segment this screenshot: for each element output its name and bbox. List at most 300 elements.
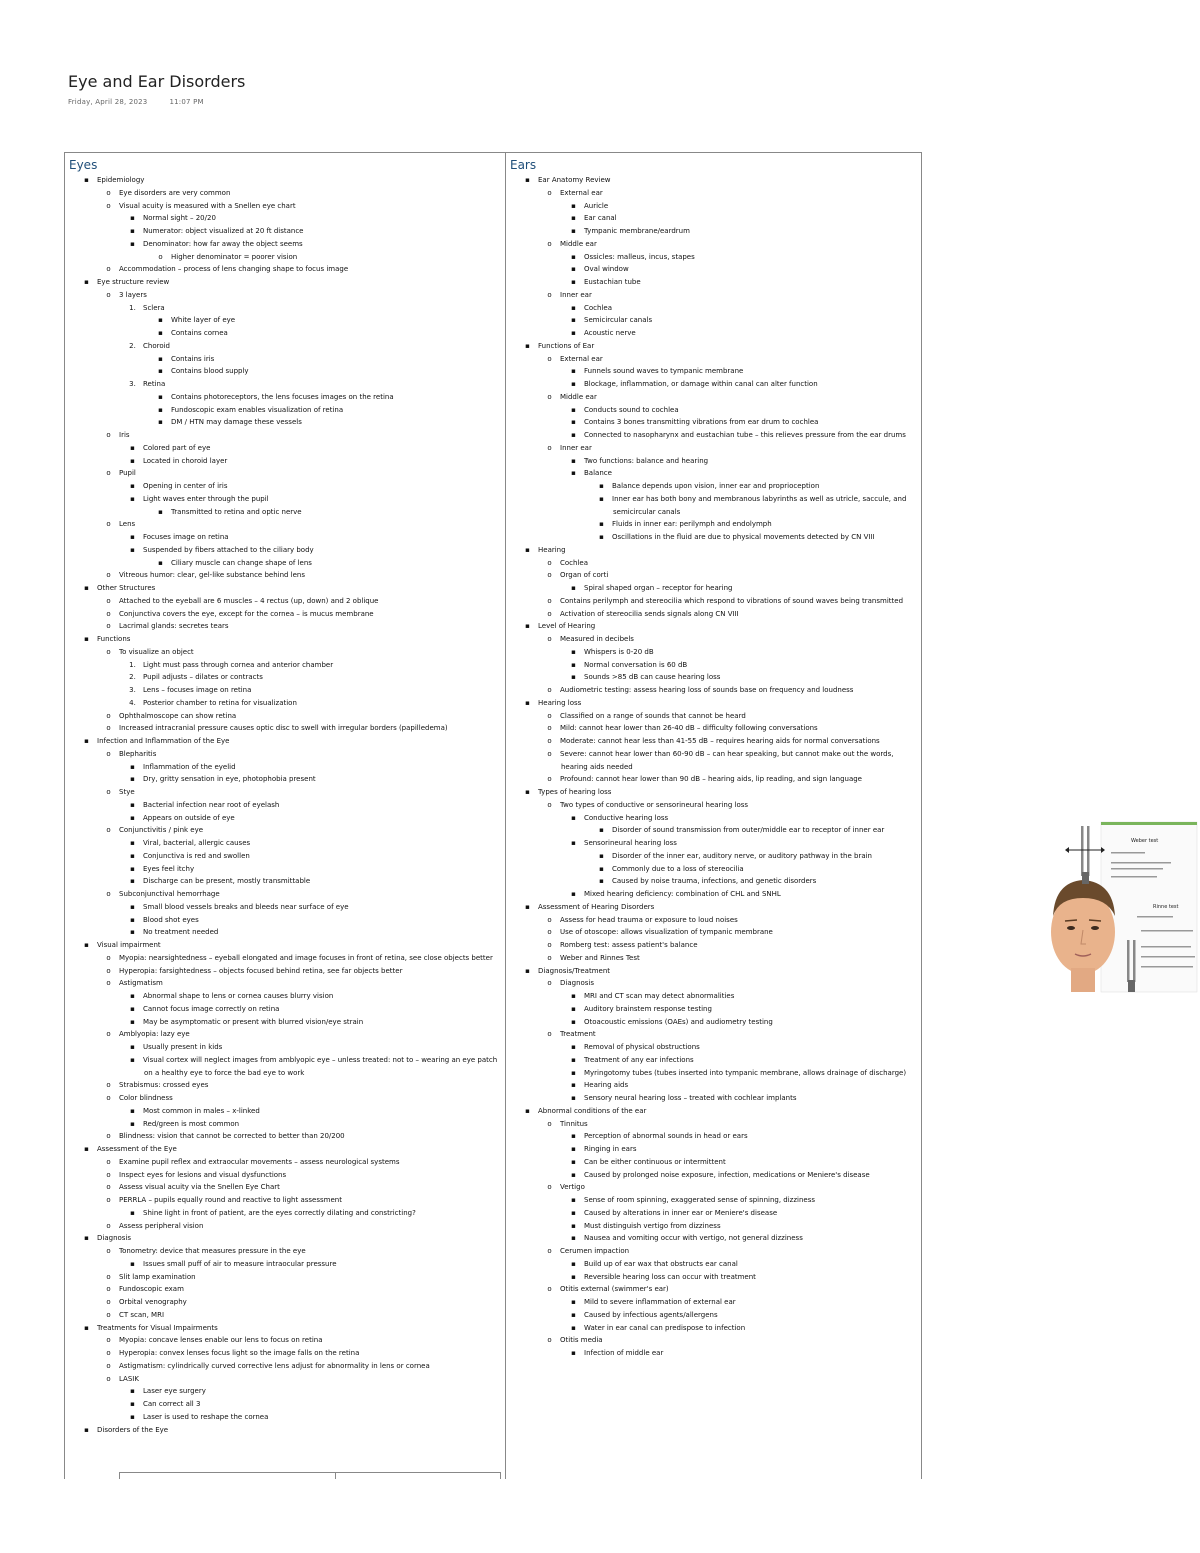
bullet-marker: ▪: [84, 278, 89, 286]
bullet-marker: o: [106, 188, 111, 197]
bullet-marker: ▪: [158, 329, 163, 337]
ears-outline-item: [510, 518, 917, 531]
outline-text: Mixed hearing deficiency: combination of CHL and SNHL: [584, 890, 781, 898]
outline-text: Cochlea: [560, 558, 588, 567]
eyes-outline-item: [69, 1041, 501, 1054]
ears-heading: Ears: [510, 158, 537, 172]
outline-text: Semicircular canals: [584, 316, 653, 325]
outline-text: Weber and Rinnes Test: [560, 953, 640, 962]
outline-text: Assessment of the Eye: [97, 1145, 177, 1153]
bullet-marker: o: [106, 1196, 111, 1204]
outline-text: Denominator: how far away the object seems: [143, 239, 303, 248]
outline-text: Moderate: cannot hear less than 41-55 dB – requires hearing aids for normal conversations: [560, 737, 880, 745]
ears-outline-item: [510, 926, 917, 939]
outline-text: Middle ear: [560, 392, 597, 401]
outline-text: Inflammation of the eyelid: [143, 762, 236, 771]
ears-outline-item: [510, 365, 917, 378]
bullet-marker: ▪: [158, 558, 163, 567]
eyes-outline-item: [69, 990, 501, 1003]
bullet-marker: ▪: [599, 494, 604, 503]
eyes-outline-item: [69, 212, 501, 225]
eyes-outline-item: [69, 1373, 501, 1386]
outline-text: Iris: [119, 431, 130, 439]
bullet-marker: ▪: [571, 1259, 576, 1268]
figure-label-weber: Weber test: [1131, 838, 1159, 844]
ears-outline-item: [510, 378, 917, 391]
eyes-outline-item: [69, 1296, 501, 1309]
bullet-marker: ▪: [130, 239, 135, 248]
outline-text: Colored part of eye: [143, 443, 211, 452]
bullet-marker: ▪: [130, 851, 135, 860]
outline-text: Balance depends upon vision, inner ear and proprioception: [612, 482, 820, 490]
outline-text: Can be either continuous or intermittent: [584, 1157, 726, 1166]
bullet-marker: o: [106, 290, 111, 299]
eyes-outline-item: [69, 722, 501, 735]
eyes-outline-item: [69, 888, 501, 901]
bullet-marker: ▪: [571, 673, 576, 682]
ears-outline-item: [510, 404, 917, 417]
outline-text: Cannot focus image correctly on retina: [143, 1004, 280, 1013]
ears-outline-item: [510, 1143, 917, 1156]
eyes-outline-item: [69, 467, 501, 480]
bullet-marker: o: [106, 571, 111, 580]
outline-text: Hyperopia: farsightedness – objects focused behind retina, see far objects better: [119, 966, 403, 975]
outline-text: White layer of eye: [171, 316, 236, 325]
bullet-marker: o: [547, 979, 552, 988]
outline-text: Ciliary muscle can change shape of lens: [171, 558, 312, 567]
eyes-outline-item: [69, 1424, 501, 1437]
bullet-marker: o: [106, 1336, 111, 1345]
eyes-outline-item: [69, 569, 501, 582]
outline-text: Lacrimal glands: secretes tears: [119, 622, 229, 631]
ears-outline-item: [510, 837, 917, 850]
outline-text: Blockage, inflammation, or damage within canal can alter function: [584, 380, 818, 388]
eyes-outline-item: [69, 633, 501, 646]
ears-outline-item: [510, 1079, 917, 1092]
eyes-outline-item: [69, 620, 501, 633]
eyes-outline-item: [69, 926, 501, 939]
bullet-marker: ▪: [84, 1425, 89, 1434]
outline-text: PERRLA – pupils equally round and reactive to light assessment: [119, 1196, 342, 1204]
outline-text: Disorders of the Eye: [97, 1425, 169, 1434]
eyes-outline-item: [69, 1220, 501, 1233]
outline-text: Mild to severe inflammation of external ear: [584, 1298, 736, 1306]
bullet-marker: ▪: [84, 941, 89, 949]
outline-text: Laser eye surgery: [143, 1387, 206, 1396]
eyes-outline-item: [69, 1398, 501, 1411]
bullet-marker: ▪: [130, 839, 135, 847]
bullet-marker: ▪: [571, 1043, 576, 1051]
outline-text: Blood shot eyes: [143, 915, 199, 924]
bullet-marker: ▪: [571, 1298, 576, 1306]
ears-outline-item: [510, 1245, 917, 1258]
outline-text: Sounds >85 dB can cause hearing loss: [584, 673, 721, 682]
ears-outline-item: [510, 531, 917, 544]
outline-text: Measured in decibels: [560, 635, 634, 643]
outline-text: Opening in center of iris: [143, 482, 228, 490]
eyes-outline-item: [69, 786, 501, 799]
bullet-marker: 2.: [129, 341, 136, 350]
bullet-marker: ▪: [571, 214, 576, 223]
hearing-test-illustration: [1041, 820, 1199, 996]
eyes-outline-item: [69, 404, 501, 417]
outline-text: Examine pupil reflex and extraocular movements – assess neurological systems: [119, 1157, 400, 1166]
eyes-outline-item: [69, 671, 501, 684]
bullet-marker: ▪: [571, 418, 576, 427]
bullet-marker: ▪: [158, 316, 163, 325]
outline-text: Disorder of the inner ear, auditory nerve, or auditory pathway in the brain: [612, 851, 872, 860]
ears-outline-item: [510, 544, 917, 557]
outline-text: Epidemiology: [97, 176, 145, 184]
ears-outline-item: [510, 595, 917, 608]
bullet-marker: o: [106, 1221, 111, 1230]
outline-text: Cerumen impaction: [560, 1247, 630, 1255]
outline-text: Commonly due to a loss of stereocilia: [612, 864, 744, 873]
outline-text: Issues small puff of air to measure intraocular pressure: [143, 1259, 337, 1268]
bullet-marker: ▪: [571, 1145, 576, 1153]
bullet-marker: ▪: [571, 1170, 576, 1179]
ears-outline-item: [510, 1232, 917, 1245]
outline-text: Balance: [584, 469, 612, 478]
eyes-outline-item: [69, 901, 501, 914]
ears-outline-item: [510, 939, 917, 952]
ears-outline-item: [510, 735, 917, 748]
bullet-marker: ▪: [130, 1055, 135, 1064]
eyes-outline-item: [69, 302, 501, 315]
bullet-marker: ▪: [571, 839, 576, 847]
eyes-outline-item: [69, 1258, 501, 1271]
outline-text: Contains cornea: [171, 329, 228, 337]
outline-text: Cochlea: [584, 303, 612, 312]
ears-outline-item: [510, 608, 917, 621]
outline-text: Auricle: [584, 201, 609, 210]
bullet-marker: ▪: [130, 1004, 135, 1013]
bullet-marker: ▪: [130, 545, 135, 554]
eyes-outline-item: [69, 914, 501, 927]
bullet-marker: ▪: [158, 367, 163, 376]
ears-outline-item: [510, 416, 917, 429]
outline-text: Mild: cannot hear lower than 26-40 dB – difficulty following conversations: [560, 724, 818, 733]
bullet-marker: ▪: [130, 877, 135, 886]
outline-text: Subconjunctival hemorrhage: [119, 890, 220, 898]
eyes-outline-item: [69, 544, 501, 557]
outline-text: Spiral shaped organ – receptor for hearing: [584, 584, 733, 592]
outline-text: Higher denominator = poorer vision: [171, 252, 298, 261]
ears-outline-item: [510, 340, 917, 353]
outline-text: Reversible hearing loss can occur with treatment: [584, 1272, 756, 1281]
eyes-outline-item: [69, 952, 501, 965]
outline-text: Pupil: [119, 469, 136, 478]
eyes-outline-item: [69, 824, 501, 837]
bullet-marker: ▪: [571, 469, 576, 478]
eyes-outline-item: [69, 391, 501, 404]
eyes-outline-item: [69, 276, 501, 289]
embedded-table-top: [119, 1472, 501, 1479]
bullet-marker: 3.: [129, 686, 136, 694]
eyes-outline-item: [69, 506, 501, 519]
ears-outline-item: [510, 812, 917, 825]
bullet-marker: ▪: [130, 443, 135, 452]
outline-text: Myopia: nearsightedness – eyeball elongated and image focuses in front of retina, see close objects better: [119, 953, 493, 962]
eyes-outline-item: [69, 442, 501, 455]
bullet-marker: ▪: [571, 329, 576, 337]
outline-text: Fundoscopic exam: [119, 1285, 184, 1294]
eyes-outline-item: [69, 799, 501, 812]
bullet-marker: o: [547, 558, 552, 567]
outline-text: Contains photoreceptors, the lens focuses images on the retina: [171, 392, 394, 401]
eyes-outline-item: [69, 263, 501, 276]
bullet-marker: ▪: [599, 877, 604, 886]
bullet-marker: ▪: [571, 660, 576, 669]
ears-outline-item: [510, 1028, 917, 1041]
eyes-outline-item: [69, 455, 501, 468]
outline-text: Functions of Ear: [538, 341, 595, 350]
bullet-marker: ▪: [130, 928, 135, 937]
bullet-marker: o: [547, 941, 552, 949]
outline-text: Inner ear: [560, 290, 592, 299]
eyes-outline-item: [69, 582, 501, 595]
eyes-outline-item: [69, 1156, 501, 1169]
outline-text: Retina: [143, 380, 166, 388]
ears-outline-item: [510, 391, 917, 404]
ears-outline-item: [510, 1220, 917, 1233]
outline-text: Increased intracranial pressure causes optic disc to swell with irregular borders (papilledema): [119, 724, 448, 733]
outline-text: Inspect eyes for lesions and visual dysfunctions: [119, 1170, 287, 1179]
eyes-outline-item: [69, 1054, 501, 1080]
bullet-marker: ▪: [130, 1106, 135, 1115]
bullet-marker: o: [547, 635, 552, 643]
bullet-marker: o: [106, 1170, 111, 1179]
outline-text: Treatment of any ear infections: [584, 1055, 694, 1064]
ears-outline-item: [510, 582, 917, 595]
ears-outline-item: [510, 620, 917, 633]
eyes-outline-item: [69, 1181, 501, 1194]
outline-text: Contains blood supply: [171, 367, 249, 376]
ears-outline-item: [510, 1169, 917, 1182]
outline-text: Ophthalmoscope can show retina: [119, 711, 237, 720]
bullet-marker: ▪: [130, 762, 135, 771]
eyes-outline-item: [69, 1194, 501, 1207]
outline-text: Tympanic membrane/eardrum: [584, 227, 690, 235]
outline-text: Eye disorders are very common: [119, 188, 231, 197]
bullet-marker: o: [106, 1132, 111, 1141]
bullet-marker: o: [547, 724, 552, 733]
outline-text: Otitis media: [560, 1336, 603, 1345]
eyes-outline-item: [69, 1245, 501, 1258]
outline-text: Sclera: [143, 303, 165, 312]
ears-outline-item: [510, 633, 917, 646]
outline-text: Assess visual acuity via the Snellen Eye Chart: [119, 1183, 280, 1192]
eyes-outline-item: [69, 1130, 501, 1143]
bullet-marker: o: [547, 928, 552, 937]
bullet-marker: ▪: [571, 303, 576, 312]
bullet-marker: o: [106, 520, 111, 529]
bullet-marker: ▪: [571, 456, 576, 465]
outline-text: Sensory neural hearing loss – treated with cochlear implants: [584, 1094, 797, 1102]
bullet-marker: ▪: [571, 1234, 576, 1243]
bullet-marker: o: [547, 1247, 552, 1255]
bullet-marker: ▪: [571, 367, 576, 376]
bullet-marker: o: [547, 392, 552, 401]
outline-text: Abnormal conditions of the ear: [538, 1106, 647, 1115]
ears-outline-item: [510, 212, 917, 225]
ears-outline-item: [510, 863, 917, 876]
outline-text: Myopia: concave lenses enable our lens to focus on retina: [119, 1336, 323, 1345]
outline-text: Contains perilymph and stereocilia which respond to vibrations of sound waves being transmitted: [560, 596, 904, 605]
bullet-marker: o: [106, 1374, 111, 1383]
ears-outline-item: [510, 722, 917, 735]
outline-text: Inner ear: [560, 443, 592, 452]
ears-outline-item: [510, 429, 917, 442]
outline-text: Diagnosis/Treatment: [538, 966, 611, 975]
ears-outline-item: [510, 276, 917, 289]
ears-outline-item: [510, 467, 917, 480]
ears-outline-item: [510, 238, 917, 251]
ears-outline-item: [510, 1309, 917, 1322]
outline-text: To visualize an object: [119, 647, 194, 656]
outline-text: Otoacoustic emissions (OAEs) and audiometry testing: [584, 1017, 773, 1026]
outline-text: Inner ear has both bony and membranous labyrinths as well as utricle, saccule, and semicircular canals: [612, 494, 907, 516]
eyes-outline-item: [69, 327, 501, 340]
eyes-outline-item: [69, 761, 501, 774]
bullet-marker: ▪: [130, 227, 135, 235]
outline-text: Caused by alterations in inner ear or Meniere's disease: [584, 1208, 778, 1217]
eyes-outline-item: [69, 1105, 501, 1118]
eyes-outline-item: [69, 684, 501, 697]
outline-text: Build up of ear wax that obstructs ear canal: [584, 1259, 738, 1268]
outline-text: Middle ear: [560, 239, 597, 248]
ears-outline-item: [510, 327, 917, 340]
bullet-marker: ▪: [571, 1081, 576, 1090]
bullet-marker: ▪: [571, 813, 576, 822]
eyes-outline-item: [69, 1169, 501, 1182]
bullet-marker: o: [547, 571, 552, 580]
page-timestamp: [68, 98, 204, 106]
outline-text: Other Structures: [97, 584, 156, 592]
page-time: 11:07 PM: [169, 98, 204, 106]
outline-text: Assess for head trauma or exposure to loud noises: [560, 915, 738, 924]
eyes-outline-item: [69, 850, 501, 863]
bullet-marker: o: [547, 1030, 552, 1039]
bullet-marker: ▪: [130, 1017, 135, 1026]
eyes-outline-item: [69, 735, 501, 748]
outline-text: Oval window: [584, 265, 629, 274]
outline-text: Normal conversation is 60 dB: [584, 660, 688, 669]
bullet-marker: ▪: [84, 737, 89, 745]
ears-outline-item: [510, 659, 917, 672]
outline-text: Attached to the eyeball are 6 muscles – 4 rectus (up, down) and 2 oblique: [119, 596, 379, 605]
bullet-marker: ▪: [130, 494, 135, 503]
hearing-test-figure: [1041, 820, 1199, 996]
bullet-marker: o: [547, 1285, 552, 1294]
bullet-marker: ▪: [599, 482, 604, 490]
bullet-marker: ▪: [130, 1412, 135, 1421]
eyes-outline-item: [69, 1232, 501, 1245]
outline-text: Astigmatism: cylindrically curved corrective lens adjust for abnormality in lens or cornea: [119, 1361, 430, 1370]
bullet-marker: o: [547, 775, 552, 784]
eyes-heading: Eyes: [69, 158, 98, 172]
outline-text: Romberg test: assess patient's balance: [560, 941, 698, 949]
bullet-marker: ▪: [158, 392, 163, 401]
eyes-outline-item: [69, 531, 501, 544]
ears-outline-item: [510, 480, 917, 493]
outline-text: Choroid: [143, 341, 171, 350]
outline-text: Discharge can be present, mostly transmittable: [143, 877, 311, 886]
bullet-marker: ▪: [130, 456, 135, 465]
bullet-marker: o: [106, 1272, 111, 1281]
bullet-marker: o: [106, 724, 111, 733]
eyes-outline-item: [69, 365, 501, 378]
eyes-outline-item: [69, 863, 501, 876]
outline-text: Red/green is most common: [143, 1119, 240, 1128]
ears-outline-item: [510, 799, 917, 812]
ears-outline-item: [510, 225, 917, 238]
ears-outline-item: [510, 1054, 917, 1067]
bullet-marker: o: [106, 890, 111, 898]
bullet-marker: ▪: [571, 1310, 576, 1319]
outline-text: Conjunctiva is red and swollen: [143, 851, 250, 860]
eyes-outline-item: [69, 1322, 501, 1335]
eyes-outline-item: [69, 773, 501, 786]
bullet-marker: ▪: [571, 227, 576, 235]
bullet-marker: ▪: [158, 507, 163, 516]
ears-outline: [510, 174, 917, 1360]
outline-text: Disorder of sound transmission from outer/middle ear to receptor of inner ear: [612, 826, 885, 835]
ears-outline-item: [510, 875, 917, 888]
bullet-marker: ▪: [599, 826, 604, 835]
eyes-outline-item: [69, 1347, 501, 1360]
bullet-marker: 3.: [129, 380, 136, 388]
bullet-marker: o: [547, 711, 552, 720]
bullet-marker: o: [106, 1247, 111, 1255]
ears-outline-item: [510, 888, 917, 901]
outline-text: Visual acuity is measured with a Snellen eye chart: [119, 201, 296, 210]
outline-text: Hearing loss: [538, 698, 582, 707]
ears-outline-item: [510, 684, 917, 697]
eyes-outline-item: [69, 965, 501, 978]
bullet-marker: o: [106, 622, 111, 631]
outline-text: Conjunctivitis / pink eye: [119, 826, 204, 835]
bullet-marker: ▪: [130, 915, 135, 924]
ears-outline-item: [510, 1016, 917, 1029]
outline-text: External ear: [560, 188, 603, 197]
page-title: Eye and Ear Disorders: [68, 72, 246, 91]
outline-text: Blindness: vision that cannot be corrected to better than 20/200: [119, 1132, 345, 1141]
ears-outline-item: [510, 965, 917, 978]
ears-outline-item: [510, 1003, 917, 1016]
ears-outline-item: [510, 824, 917, 837]
eyes-outline-item: [69, 225, 501, 238]
bullet-marker: ▪: [158, 418, 163, 427]
bullet-marker: ▪: [571, 1157, 576, 1166]
bullet-marker: ▪: [84, 635, 89, 643]
bullet-marker: ▪: [158, 405, 163, 414]
bullet-marker: ▪: [525, 698, 530, 707]
bullet-marker: o: [106, 1081, 111, 1090]
eyes-outline-item: [69, 251, 501, 264]
bullet-marker: ▪: [130, 902, 135, 911]
outline-text: Must distinguish vertigo from dizziness: [584, 1221, 721, 1230]
eyes-outline: [69, 174, 501, 1436]
outline-text: Bacterial infection near root of eyelash: [143, 800, 280, 809]
outline-text: Blepharitis: [119, 749, 157, 758]
outline-text: Astigmatism: [119, 979, 163, 988]
outline-text: Removal of physical obstructions: [584, 1043, 700, 1051]
outline-text: Nausea and vomiting occur with vertigo, not general dizziness: [584, 1234, 803, 1243]
eyes-outline-item: [69, 493, 501, 506]
outline-text: Contains iris: [171, 354, 215, 363]
eyes-outline-item: [69, 1079, 501, 1092]
